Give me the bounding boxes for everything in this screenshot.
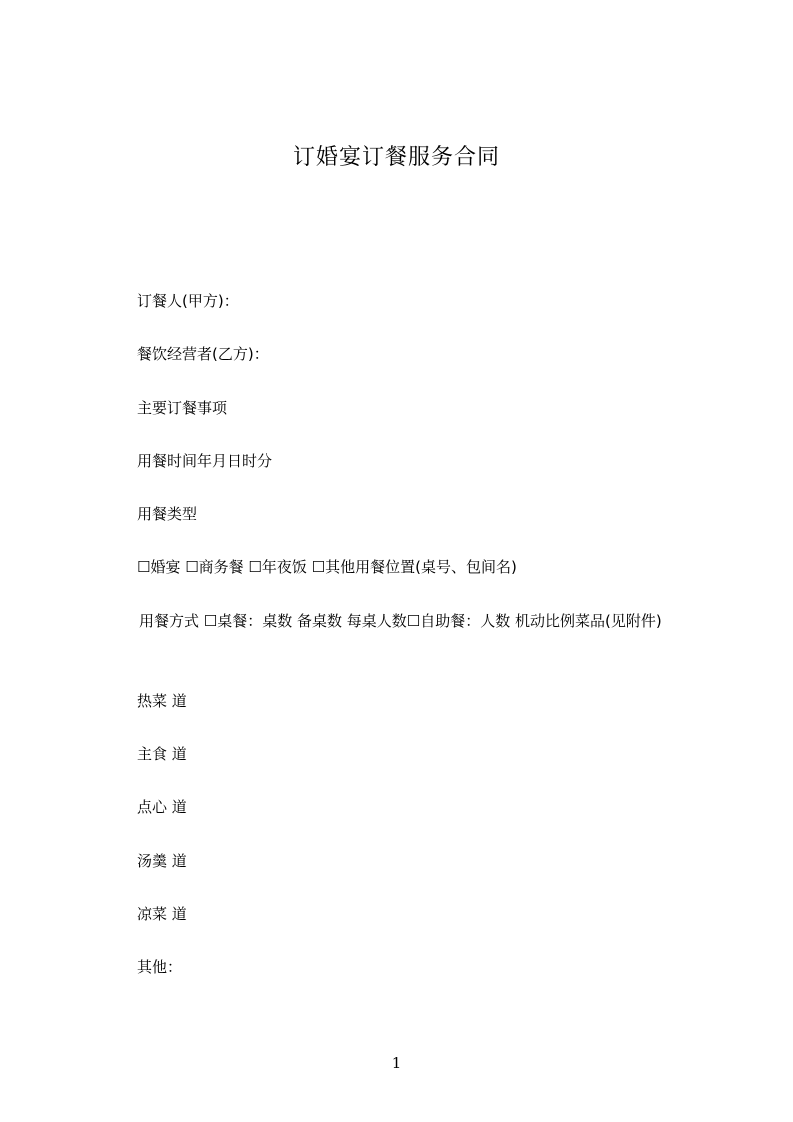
document-title: 订婚宴订餐服务合同 [292,145,500,170]
party-a-line: 订餐人(甲方)： [137,292,239,310]
cold-dishes-line: 凉菜 道 [137,905,187,923]
meal-time-line: 用餐时间年月日时分 [137,452,273,470]
meal-method-paragraph: 用餐方式 ☐桌餐：桌数 备桌数 每桌人数☐自助餐：人数 机动比例菜品(见附件) [139,612,662,630]
soup-line: 汤羹 道 [137,852,187,870]
meal-category-heading: 用餐类型 [137,505,198,523]
dim-sum-line: 点心 道 [137,798,187,816]
party-b-line: 餐饮经营者(乙方)： [137,345,269,363]
hot-dishes-line: 热菜 道 [137,692,187,710]
others-line: 其他： [137,958,183,976]
meal-types-line: ☐婚宴 ☐商务餐 ☐年夜饭 ☐其他用餐位置(桌号、包间名) [137,558,517,576]
staple-line: 主食 道 [137,745,187,763]
page-number: 1 [391,1054,402,1072]
main-items-heading: 主要订餐事项 [137,399,228,417]
